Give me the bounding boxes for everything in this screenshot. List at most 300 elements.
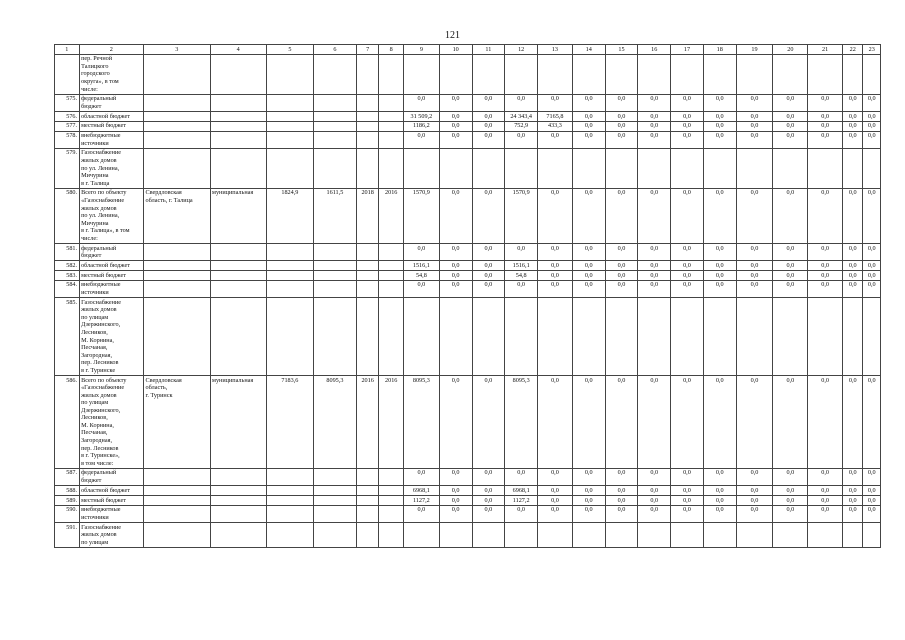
year-start-cell — [356, 523, 379, 548]
amount-cell — [403, 54, 439, 94]
location-cell: Свердловская область, г. Талица — [144, 188, 211, 243]
amount-cell: 0,0 — [403, 505, 439, 522]
column-header: 23 — [863, 45, 881, 55]
amount-cell: 0,0 — [773, 94, 808, 111]
year-end-cell — [379, 468, 404, 485]
amount-cell: 0,0 — [671, 468, 704, 485]
cost-actual-cell — [313, 54, 356, 94]
location-cell — [144, 244, 211, 261]
cost-actual-cell — [313, 298, 356, 376]
location-cell — [144, 298, 211, 376]
amount-cell: 0,0 — [439, 244, 472, 261]
cost-actual-cell: 8095,3 — [313, 375, 356, 468]
cost-estimate-cell — [266, 495, 313, 505]
amount-cell: 0,0 — [472, 495, 505, 505]
amount-cell: 0,0 — [439, 486, 472, 496]
amount-cell: 1186,2 — [403, 121, 439, 131]
amount-cell — [773, 298, 808, 376]
item-name-cell: внебюджетные источники — [79, 505, 143, 522]
amount-cell: 0,0 — [703, 188, 736, 243]
cost-actual-cell — [313, 131, 356, 148]
year-start-cell — [356, 112, 379, 122]
item-name-cell: Газоснабжение жилых домов по улицам — [79, 523, 143, 548]
amount-cell: 0,0 — [703, 121, 736, 131]
amount-cell: 0,0 — [538, 505, 573, 522]
amount-cell — [605, 298, 638, 376]
table-row — [55, 121, 881, 131]
amount-cell: 0,0 — [671, 121, 704, 131]
cost-actual-cell — [313, 148, 356, 188]
year-end-cell — [379, 94, 404, 111]
year-end-cell — [379, 523, 404, 548]
amount-cell: 0,0 — [736, 244, 773, 261]
cost-estimate-cell — [266, 112, 313, 122]
amount-cell: 0,0 — [703, 495, 736, 505]
amount-cell: 0,0 — [572, 271, 605, 281]
row-number-cell: 576. — [55, 112, 80, 122]
amount-cell: 1127,2 — [505, 495, 538, 505]
amount-cell: 0,0 — [808, 121, 843, 131]
amount-cell — [472, 523, 505, 548]
amount-cell: 0,0 — [808, 468, 843, 485]
cost-estimate-cell — [266, 261, 313, 271]
table-row — [55, 486, 881, 496]
amount-cell: 0,0 — [773, 505, 808, 522]
table-row — [55, 271, 881, 281]
amount-cell: 0,0 — [843, 468, 863, 485]
amount-cell: 0,0 — [403, 280, 439, 297]
ownership-cell — [210, 495, 266, 505]
amount-cell: 0,0 — [863, 468, 881, 485]
amount-cell: 0,0 — [439, 271, 472, 281]
amount-cell: 0,0 — [703, 486, 736, 496]
amount-cell: 0,0 — [472, 112, 505, 122]
amount-cell — [808, 523, 843, 548]
amount-cell — [572, 54, 605, 94]
table-row — [55, 495, 881, 505]
amount-cell: 0,0 — [843, 486, 863, 496]
item-name-cell: внебюджетные источники — [79, 131, 143, 148]
ownership-cell — [210, 148, 266, 188]
amount-cell: 0,0 — [671, 112, 704, 122]
ownership-cell — [210, 271, 266, 281]
amount-cell: 0,0 — [671, 486, 704, 496]
year-start-cell — [356, 54, 379, 94]
amount-cell: 0,0 — [638, 188, 671, 243]
table-row — [55, 523, 881, 548]
column-header: 14 — [572, 45, 605, 55]
amount-cell — [843, 54, 863, 94]
year-end-cell: 2016 — [379, 375, 404, 468]
ownership-cell — [210, 244, 266, 261]
amount-cell: 0,0 — [843, 280, 863, 297]
amount-cell: 0,0 — [808, 495, 843, 505]
item-name-cell: пер. Речной Талицкого городского округа», в том числе: — [79, 54, 143, 94]
amount-cell: 0,0 — [439, 468, 472, 485]
amount-cell: 7165,8 — [538, 112, 573, 122]
amount-cell — [671, 523, 704, 548]
cost-estimate-cell — [266, 148, 313, 188]
year-start-cell — [356, 148, 379, 188]
table-row — [55, 505, 881, 522]
amount-cell: 0,0 — [863, 121, 881, 131]
amount-cell — [736, 298, 773, 376]
amount-cell: 0,0 — [736, 280, 773, 297]
row-number-cell — [55, 54, 80, 94]
amount-cell: 0,0 — [863, 261, 881, 271]
amount-cell — [736, 54, 773, 94]
amount-cell: 0,0 — [863, 375, 881, 468]
location-cell — [144, 523, 211, 548]
amount-cell: 0,0 — [703, 112, 736, 122]
amount-cell: 0,0 — [863, 94, 881, 111]
column-header: 12 — [505, 45, 538, 55]
column-header: 20 — [773, 45, 808, 55]
location-cell — [144, 148, 211, 188]
cost-actual-cell — [313, 468, 356, 485]
amount-cell: 0,0 — [472, 271, 505, 281]
amount-cell: 0,0 — [538, 495, 573, 505]
cost-estimate-cell — [266, 54, 313, 94]
amount-cell — [843, 523, 863, 548]
amount-cell: 0,0 — [808, 505, 843, 522]
amount-cell: 0,0 — [472, 121, 505, 131]
ownership-cell — [210, 131, 266, 148]
amount-cell — [671, 148, 704, 188]
amount-cell: 0,0 — [572, 244, 605, 261]
amount-cell: 0,0 — [403, 94, 439, 111]
item-name-cell: областной бюджет — [79, 112, 143, 122]
amount-cell: 0,0 — [808, 112, 843, 122]
item-name-cell: федеральный бюджет — [79, 94, 143, 111]
amount-cell: 0,0 — [538, 468, 573, 485]
amount-cell: 0,0 — [773, 188, 808, 243]
table-row — [55, 94, 881, 111]
year-end-cell — [379, 486, 404, 496]
amount-cell: 0,0 — [472, 131, 505, 148]
amount-cell: 1570,9 — [505, 188, 538, 243]
item-name-cell: областной бюджет — [79, 486, 143, 496]
amount-cell: 31 509,2 — [403, 112, 439, 122]
row-number-cell: 582. — [55, 261, 80, 271]
amount-cell: 0,0 — [843, 375, 863, 468]
amount-cell — [439, 523, 472, 548]
location-cell: Свердловская область, г. Туринск — [144, 375, 211, 468]
column-header: 11 — [472, 45, 505, 55]
amount-cell: 0,0 — [773, 468, 808, 485]
amount-cell: 0,0 — [605, 505, 638, 522]
year-start-cell — [356, 261, 379, 271]
year-end-cell — [379, 495, 404, 505]
year-end-cell — [379, 298, 404, 376]
amount-cell: 0,0 — [439, 112, 472, 122]
amount-cell: 0,0 — [439, 505, 472, 522]
row-number-cell: 589. — [55, 495, 80, 505]
year-start-cell — [356, 131, 379, 148]
table-row — [55, 468, 881, 485]
item-name-cell: Газоснабжение жилых домов по ул. Ленина, Мичурина в г. Талица — [79, 148, 143, 188]
amount-cell: 0,0 — [808, 271, 843, 281]
amount-cell — [505, 523, 538, 548]
amount-cell: 0,0 — [671, 271, 704, 281]
amount-cell: 0,0 — [605, 495, 638, 505]
amount-cell: 0,0 — [572, 280, 605, 297]
amount-cell: 0,0 — [638, 261, 671, 271]
row-number-cell: 590. — [55, 505, 80, 522]
amount-cell: 0,0 — [863, 131, 881, 148]
amount-cell — [863, 298, 881, 376]
column-header: 2 — [79, 45, 143, 55]
column-header: 18 — [703, 45, 736, 55]
amount-cell: 0,0 — [505, 131, 538, 148]
amount-cell: 0,0 — [773, 121, 808, 131]
amount-cell: 0,0 — [863, 505, 881, 522]
amount-cell: 0,0 — [638, 280, 671, 297]
amount-cell: 0,0 — [605, 468, 638, 485]
year-start-cell: 2018 — [356, 188, 379, 243]
amount-cell: 0,0 — [505, 94, 538, 111]
year-start-cell — [356, 298, 379, 376]
year-end-cell — [379, 505, 404, 522]
row-number-cell: 585. — [55, 298, 80, 376]
amount-cell: 0,0 — [671, 94, 704, 111]
table-row — [55, 375, 881, 468]
year-end-cell — [379, 244, 404, 261]
amount-cell: 0,0 — [538, 188, 573, 243]
amount-cell — [703, 298, 736, 376]
amount-cell: 8095,3 — [505, 375, 538, 468]
item-name-cell: Всего по объекту «Газоснабжение жилых домов по ул. Ленина, Мичурина в г. Талица», в том числе: — [79, 188, 143, 243]
ownership-cell — [210, 523, 266, 548]
cost-estimate-cell — [266, 280, 313, 297]
column-header: 19 — [736, 45, 773, 55]
row-number-cell: 583. — [55, 271, 80, 281]
amount-cell: 0,0 — [638, 495, 671, 505]
amount-cell: 0,0 — [703, 468, 736, 485]
amount-cell: 0,0 — [671, 188, 704, 243]
amount-cell — [671, 54, 704, 94]
amount-cell — [572, 523, 605, 548]
amount-cell: 0,0 — [572, 486, 605, 496]
amount-cell: 0,0 — [736, 131, 773, 148]
amount-cell: 1127,2 — [403, 495, 439, 505]
amount-cell: 0,0 — [843, 131, 863, 148]
row-number-cell: 587. — [55, 468, 80, 485]
amount-cell: 54,8 — [403, 271, 439, 281]
amount-cell: 0,0 — [472, 505, 505, 522]
cost-actual-cell — [313, 486, 356, 496]
amount-cell: 752,9 — [505, 121, 538, 131]
amount-cell: 0,0 — [439, 495, 472, 505]
amount-cell: 0,0 — [808, 188, 843, 243]
amount-cell — [703, 148, 736, 188]
location-cell — [144, 486, 211, 496]
amount-cell: 0,0 — [671, 505, 704, 522]
amount-cell: 0,0 — [808, 486, 843, 496]
amount-cell: 0,0 — [538, 244, 573, 261]
amount-cell: 0,0 — [736, 112, 773, 122]
amount-cell — [572, 148, 605, 188]
amount-cell — [538, 298, 573, 376]
amount-cell: 24 343,4 — [505, 112, 538, 122]
amount-cell: 8095,3 — [403, 375, 439, 468]
amount-cell — [736, 148, 773, 188]
amount-cell — [605, 54, 638, 94]
amount-cell: 0,0 — [505, 468, 538, 485]
amount-cell: 0,0 — [638, 486, 671, 496]
row-number-cell: 577. — [55, 121, 80, 131]
amount-cell: 0,0 — [538, 271, 573, 281]
column-header: 22 — [843, 45, 863, 55]
amount-cell: 0,0 — [605, 112, 638, 122]
cost-estimate-cell — [266, 121, 313, 131]
amount-cell: 0,0 — [638, 244, 671, 261]
amount-cell: 0,0 — [572, 375, 605, 468]
column-header: 9 — [403, 45, 439, 55]
amount-cell: 0,0 — [703, 261, 736, 271]
amount-cell — [505, 298, 538, 376]
cost-estimate-cell — [266, 505, 313, 522]
amount-cell — [773, 148, 808, 188]
amount-cell — [863, 148, 881, 188]
item-name-cell: Всего по объекту «Газоснабжение жилых домов по улицам Дзержинского, Лесников, М. Корнина, Песчаная, Загородная, пер. Лесников в г. Туринске», в том числе: — [79, 375, 143, 468]
year-end-cell — [379, 54, 404, 94]
amount-cell: 0,0 — [671, 244, 704, 261]
amount-cell — [843, 298, 863, 376]
amount-cell — [538, 54, 573, 94]
year-end-cell — [379, 121, 404, 131]
amount-cell: 0,0 — [773, 280, 808, 297]
year-start-cell — [356, 495, 379, 505]
amount-cell: 0,0 — [605, 261, 638, 271]
amount-cell: 0,0 — [638, 112, 671, 122]
item-name-cell: местный бюджет — [79, 121, 143, 131]
row-number-cell: 591. — [55, 523, 80, 548]
amount-cell — [403, 148, 439, 188]
cost-actual-cell — [313, 280, 356, 297]
amount-cell — [538, 148, 573, 188]
amount-cell: 0,0 — [773, 495, 808, 505]
amount-cell: 0,0 — [808, 94, 843, 111]
cost-estimate-cell — [266, 94, 313, 111]
amount-cell: 0,0 — [403, 468, 439, 485]
amount-cell: 0,0 — [703, 505, 736, 522]
amount-cell: 0,0 — [736, 495, 773, 505]
amount-cell: 0,0 — [605, 271, 638, 281]
amount-cell — [472, 54, 505, 94]
amount-cell: 1516,1 — [505, 261, 538, 271]
ownership-cell — [210, 112, 266, 122]
row-number-cell: 581. — [55, 244, 80, 261]
amount-cell — [638, 523, 671, 548]
amount-cell: 0,0 — [863, 188, 881, 243]
ownership-cell — [210, 298, 266, 376]
amount-cell: 0,0 — [773, 112, 808, 122]
amount-cell: 0,0 — [808, 280, 843, 297]
amount-cell: 0,0 — [538, 280, 573, 297]
item-name-cell: федеральный бюджет — [79, 244, 143, 261]
amount-cell — [439, 298, 472, 376]
header-row — [55, 45, 881, 55]
amount-cell — [808, 298, 843, 376]
location-cell — [144, 131, 211, 148]
amount-cell: 0,0 — [638, 375, 671, 468]
amount-cell — [572, 298, 605, 376]
column-header: 6 — [313, 45, 356, 55]
location-cell — [144, 468, 211, 485]
location-cell — [144, 54, 211, 94]
amount-cell: 0,0 — [605, 280, 638, 297]
cost-actual-cell — [313, 112, 356, 122]
amount-cell: 0,0 — [808, 244, 843, 261]
column-header: 10 — [439, 45, 472, 55]
year-start-cell — [356, 121, 379, 131]
cost-estimate-cell — [266, 468, 313, 485]
amount-cell — [808, 54, 843, 94]
amount-cell: 0,0 — [472, 94, 505, 111]
location-cell — [144, 261, 211, 271]
cost-estimate-cell — [266, 244, 313, 261]
table-body — [55, 45, 881, 548]
amount-cell: 0,0 — [605, 121, 638, 131]
cost-estimate-cell — [266, 271, 313, 281]
amount-cell: 0,0 — [863, 244, 881, 261]
table-row — [55, 280, 881, 297]
item-name-cell: местный бюджет — [79, 495, 143, 505]
amount-cell: 0,0 — [736, 261, 773, 271]
amount-cell: 0,0 — [439, 131, 472, 148]
amount-cell: 0,0 — [638, 271, 671, 281]
row-number-cell: 588. — [55, 486, 80, 496]
amount-cell: 0,0 — [439, 261, 472, 271]
amount-cell: 0,0 — [773, 271, 808, 281]
amount-cell: 0,0 — [773, 486, 808, 496]
amount-cell — [472, 298, 505, 376]
table-row — [55, 261, 881, 271]
ownership-cell — [210, 121, 266, 131]
amount-cell: 0,0 — [605, 244, 638, 261]
ownership-cell — [210, 261, 266, 271]
column-header: 15 — [605, 45, 638, 55]
amount-cell: 0,0 — [773, 261, 808, 271]
amount-cell: 0,0 — [736, 94, 773, 111]
amount-cell — [505, 148, 538, 188]
column-header: 5 — [266, 45, 313, 55]
amount-cell — [703, 54, 736, 94]
amount-cell: 0,0 — [736, 468, 773, 485]
amount-cell: 0,0 — [572, 505, 605, 522]
year-end-cell — [379, 148, 404, 188]
amount-cell: 0,0 — [572, 468, 605, 485]
amount-cell: 0,0 — [638, 505, 671, 522]
amount-cell: 0,0 — [439, 94, 472, 111]
location-cell — [144, 495, 211, 505]
cost-actual-cell — [313, 523, 356, 548]
amount-cell: 0,0 — [843, 505, 863, 522]
row-number-cell: 579. — [55, 148, 80, 188]
amount-cell: 54,8 — [505, 271, 538, 281]
amount-cell — [773, 523, 808, 548]
amount-cell — [736, 523, 773, 548]
amount-cell: 0,0 — [863, 486, 881, 496]
row-number-cell: 584. — [55, 280, 80, 297]
amount-cell — [403, 298, 439, 376]
year-end-cell — [379, 261, 404, 271]
cost-actual-cell — [313, 261, 356, 271]
amount-cell: 0,0 — [472, 280, 505, 297]
row-number-cell: 586. — [55, 375, 80, 468]
amount-cell: 0,0 — [671, 375, 704, 468]
